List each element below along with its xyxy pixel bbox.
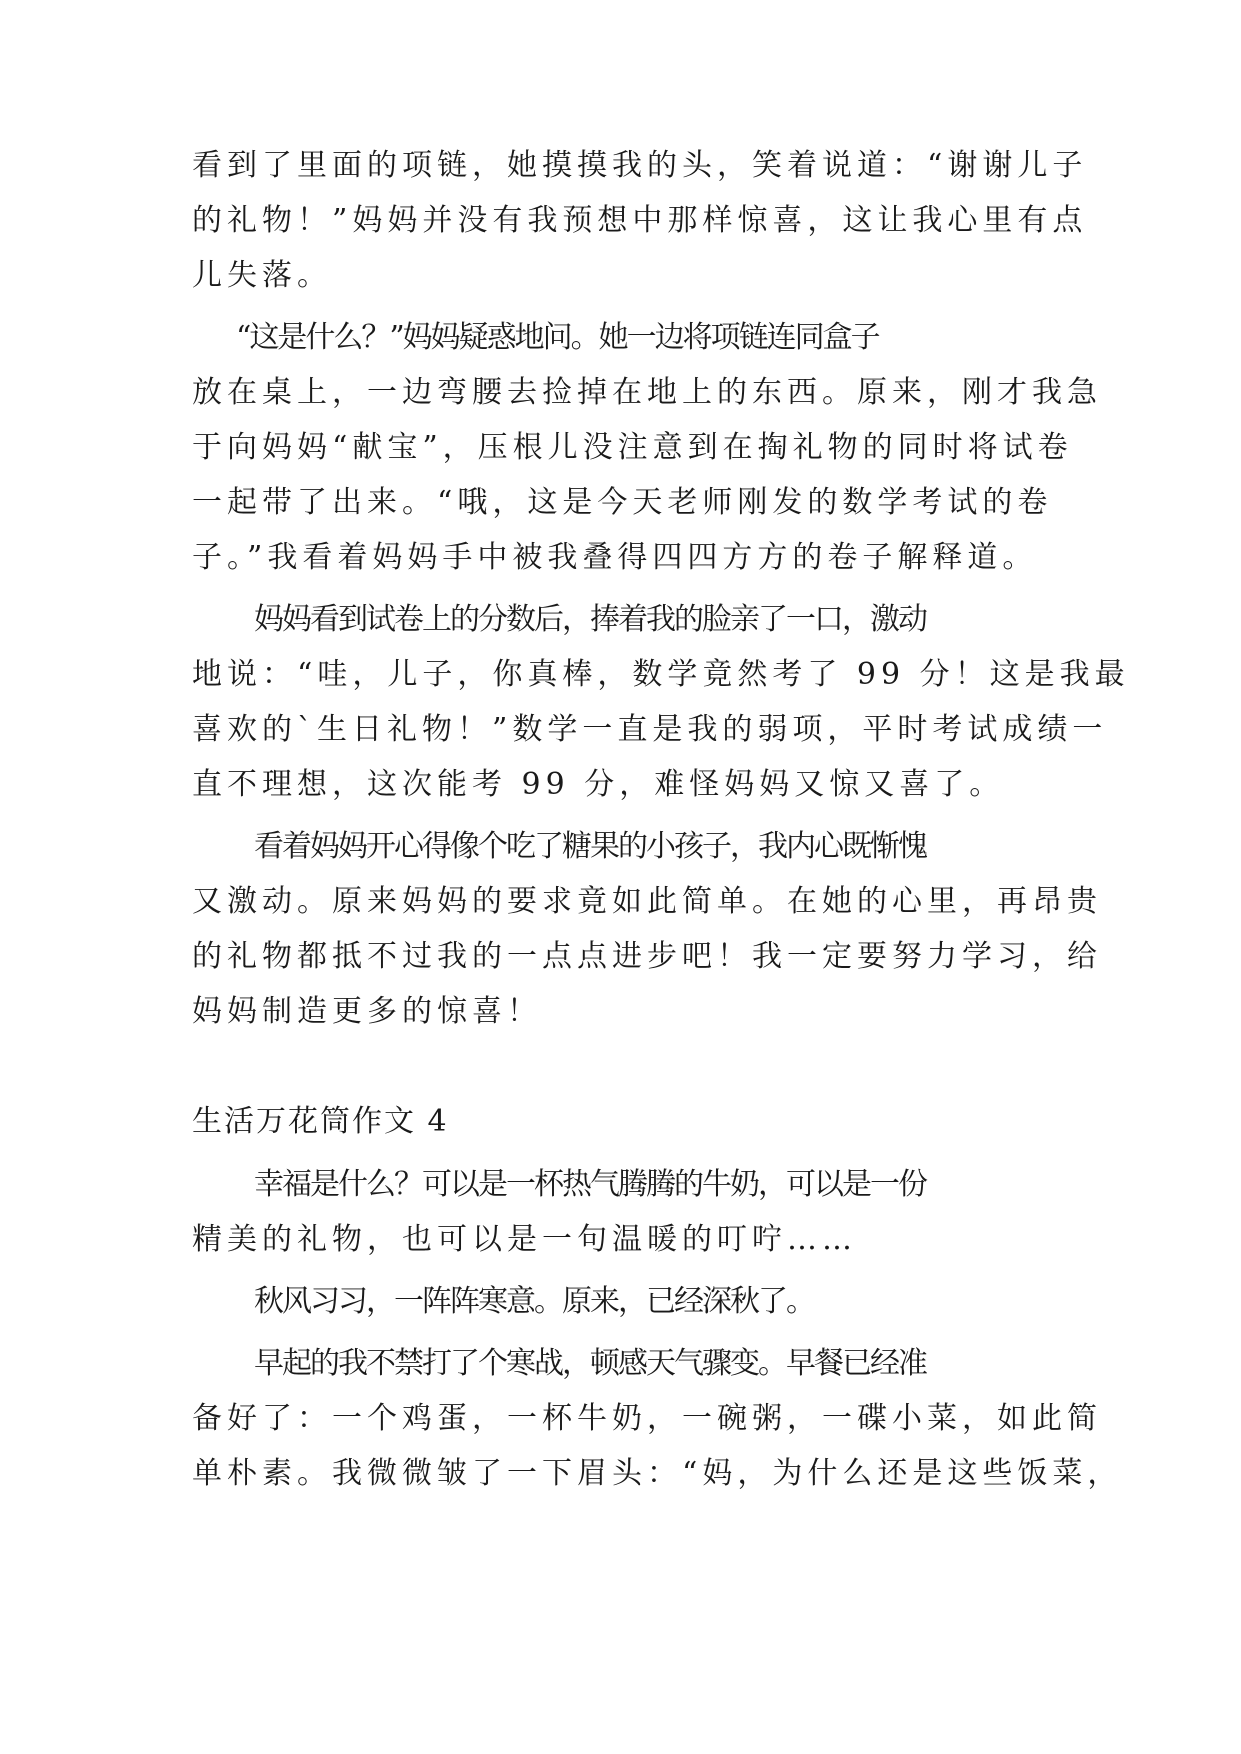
paragraph-2-line-1: “这是什么？”妈妈疑惑地问。她一边将项链连同盒子 [236, 320, 879, 355]
paragraph-1-line-2: 的礼物！”妈妈并没有我预想中那样惊喜，这让我心里有点 [192, 203, 1088, 238]
section-heading: 生活万花筒作文 4 [192, 1104, 449, 1139]
paragraph-3-line-1: 妈妈看到试卷上的分数后，捧着我的脸亲了一口，激动 [254, 602, 926, 637]
paragraph-2-line-5: 子。”我看着妈妈手中被我叠得四四方方的卷子解释道。 [192, 540, 1038, 575]
paragraph-1-line-3: 儿失落。 [192, 258, 332, 293]
paragraph-3-line-2: 地说：“哇，儿子，你真棒，数学竟然考了 99 分！这是我最 [192, 657, 1130, 692]
paragraph-2-line-4: 一起带了出来。“哦，这是今天老师刚发的数学考试的卷 [192, 485, 1053, 520]
paragraph-3-line-3: 喜欢的`生日礼物！”数学一直是我的弱项，平时考试成绩一 [192, 712, 1108, 747]
paragraph-2-line-3: 于向妈妈“献宝”，压根儿没注意到在掏礼物的同时将试卷 [192, 430, 1073, 465]
paragraph-5-line-1: 幸福是什么？可以是一杯热气腾腾的牛奶，可以是一份 [254, 1167, 926, 1202]
paragraph-7-line-1: 早起的我不禁打了个寒战，顿感天气骤变。早餐已经准 [254, 1346, 926, 1381]
paragraph-7-line-2: 备好了：一个鸡蛋，一杯牛奶，一碗粥，一碟小菜，如此简 [192, 1401, 1102, 1436]
paragraph-6-line-1: 秋风习习，一阵阵寒意。原来，已经深秋了。 [254, 1284, 814, 1319]
paragraph-4-line-4: 妈妈制造更多的惊喜！ [192, 994, 542, 1029]
paragraph-1-line-1: 看到了里面的项链，她摸摸我的头，笑着说道：“谢谢儿子 [192, 148, 1088, 183]
paragraph-4-line-2: 又激动。原来妈妈的要求竟如此简单。在她的心里，再昂贵 [192, 884, 1102, 919]
paragraph-5-line-2: 精美的礼物，也可以是一句温暖的叮咛…… [192, 1222, 857, 1257]
paragraph-4-line-1: 看着妈妈开心得像个吃了糖果的小孩子，我内心既惭愧 [254, 829, 926, 864]
paragraph-7-line-3: 单朴素。我微微皱了一下眉头：“妈，为什么还是这些饭菜， [192, 1456, 1123, 1491]
paragraph-4-line-3: 的礼物都抵不过我的一点点进步吧！我一定要努力学习，给 [192, 939, 1102, 974]
paragraph-3-line-4: 直不理想，这次能考 99 分，难怪妈妈又惊又喜了。 [192, 767, 1005, 802]
paragraph-2-line-2: 放在桌上，一边弯腰去捡掉在地上的东西。原来，刚才我急 [192, 375, 1102, 410]
